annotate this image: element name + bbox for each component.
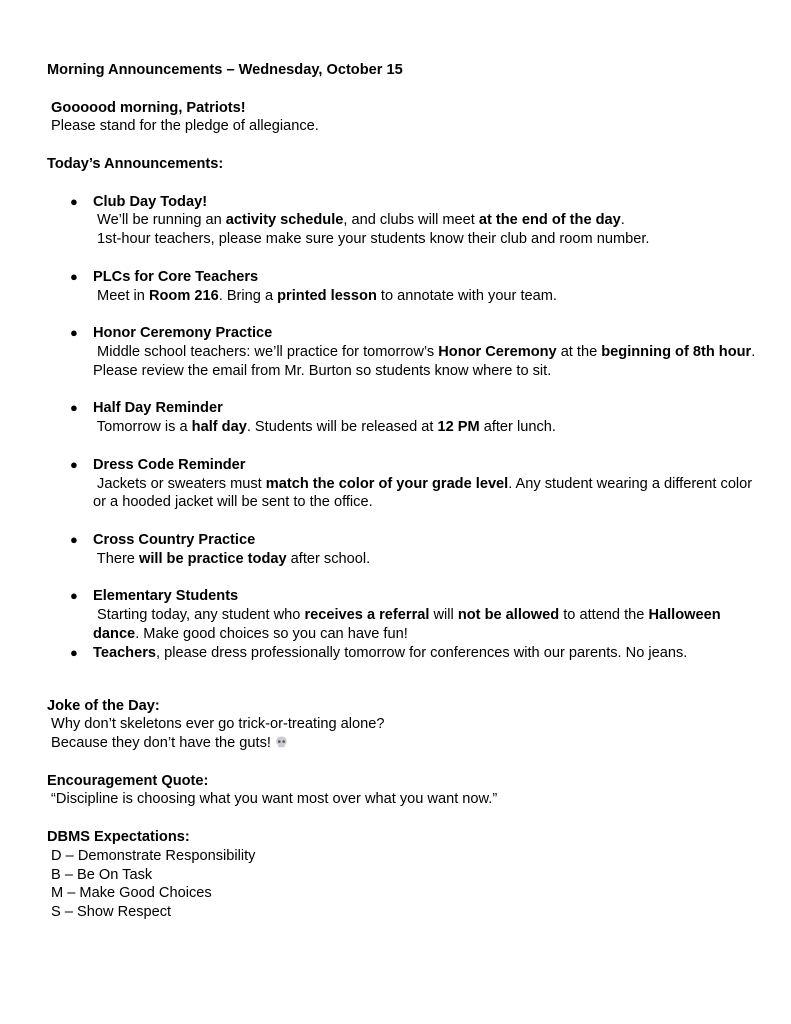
- announcement-title: Dress Code Reminder: [93, 456, 246, 473]
- announcement-line: [93, 362, 767, 381]
- announcement-title: Elementary Students: [93, 588, 239, 605]
- bullet-icon: ●: [70, 268, 78, 284]
- text-segment: Middle school teachers: we’ll practice for tomorrow’s: [93, 343, 439, 360]
- text-segment: after lunch.: [479, 419, 556, 436]
- announcement-item: [47, 324, 767, 380]
- emphasis-text: at the end of the day: [478, 212, 621, 229]
- bullet-icon: ●: [70, 400, 78, 416]
- greeting: Goooood morning, Patriots!: [47, 99, 246, 116]
- emphasis-text: receives a referral: [304, 607, 430, 624]
- expectation-item: S – Show Respect: [47, 904, 172, 921]
- joke-answer: Because they don’t have the guts!: [47, 735, 275, 752]
- announcement-line: [93, 625, 767, 644]
- text-segment: . Students will be released at: [246, 419, 438, 436]
- emphasis-text: dance: [93, 625, 136, 642]
- document: [47, 61, 767, 922]
- text-segment: , and clubs will meet: [343, 212, 479, 229]
- text-segment: Tomorrow is a: [93, 419, 192, 436]
- bullet-icon: ●: [70, 588, 78, 604]
- expectation-item: M – Make Good Choices: [47, 885, 212, 902]
- text-segment: Meet in: [93, 287, 149, 304]
- announcement-line: [93, 644, 767, 663]
- text-segment: after school.: [286, 550, 371, 567]
- text-segment: at the: [556, 343, 602, 360]
- announcement-line: [93, 475, 767, 494]
- text-segment: or a hooded jacket will be sent to the office.: [93, 494, 373, 511]
- announcement-item: [47, 456, 767, 512]
- announcement-line: [93, 418, 767, 437]
- emphasis-text: Room 216: [148, 287, 219, 304]
- text-segment: . Make good choices so you can have fun!: [135, 625, 408, 642]
- emphasis-text: Halloween: [648, 607, 721, 624]
- emphasis-text: 12 PM: [437, 419, 480, 436]
- announcement-item: [47, 399, 767, 437]
- announcement-item: [47, 268, 767, 306]
- emphasis-text: Honor Ceremony: [438, 343, 557, 360]
- skull-icon: [275, 736, 288, 748]
- bullet-icon: ●: [70, 456, 78, 472]
- emphasis-text: beginning of 8th hour: [601, 343, 752, 360]
- emphasis-text: not be allowed: [457, 607, 560, 624]
- bullet-icon: ●: [70, 531, 78, 547]
- quote-heading: Encouragement Quote:: [47, 772, 209, 789]
- expectations-heading: DBMS Expectations:: [47, 829, 190, 846]
- joke-question: Why don’t skeletons ever go trick-or-treating alone?: [47, 716, 385, 733]
- joke-heading: Joke of the Day:: [47, 697, 160, 714]
- announcement-item: [47, 587, 767, 643]
- announcement-title: PLCs for Core Teachers: [93, 268, 259, 285]
- announcements-heading: Today’s Announcements:: [47, 155, 224, 172]
- announcement-line: [93, 287, 767, 306]
- emphasis-text: Teachers: [93, 644, 157, 661]
- announcement-line: [93, 606, 767, 625]
- document-title: Morning Announcements – Wednesday, October 15: [47, 62, 403, 78]
- text-segment: will: [429, 607, 458, 624]
- announcement-title: Cross Country Practice: [93, 531, 256, 548]
- quote-text: “Discipline is choosing what you want most over what you want now.”: [47, 791, 498, 808]
- announcement-item: [47, 531, 767, 569]
- announcement-line: [93, 230, 767, 249]
- text-segment: to annotate with your team.: [376, 287, 557, 304]
- announcement-item: [47, 193, 767, 249]
- announcement-line: [93, 343, 767, 362]
- text-segment: 1st-hour teachers, please make sure your students know their club and room number.: [93, 231, 650, 248]
- bullet-icon: ●: [70, 644, 78, 660]
- text-segment: .: [751, 343, 756, 360]
- text-segment: . Bring a: [218, 287, 278, 304]
- text-segment: There: [93, 550, 139, 567]
- text-segment: to attend the: [559, 607, 649, 624]
- text-segment: . Any student wearing a different color: [508, 475, 753, 492]
- announcement-line: [93, 211, 767, 230]
- expectation-item: B – Be On Task: [47, 866, 153, 883]
- announcement-title: Honor Ceremony Practice: [93, 325, 273, 342]
- text-segment: Starting today, any student who: [93, 607, 305, 624]
- announcement-line: [93, 550, 767, 569]
- emphasis-text: printed lesson: [277, 287, 377, 304]
- text-segment: Jackets or sweaters must: [93, 475, 266, 492]
- bullet-icon: ●: [70, 325, 78, 341]
- emphasis-text: will be practice today: [138, 550, 287, 567]
- text-segment: Please review the email from Mr. Burton so students know where to sit.: [93, 362, 552, 379]
- joke-answer-line: [47, 734, 767, 753]
- text-segment: We’ll be running an: [93, 212, 226, 229]
- announcement-title: Half Day Reminder: [93, 400, 223, 417]
- announcement-item: [47, 644, 767, 663]
- text-segment: , please dress professionally tomorrow for conferences with our parents. No jeans.: [156, 644, 688, 661]
- announcement-title: Club Day Today!: [93, 193, 208, 210]
- emphasis-text: half day: [191, 419, 247, 436]
- text-segment: .: [620, 212, 625, 229]
- announcements-list: [47, 193, 767, 663]
- pledge-line: Please stand for the pledge of allegiance.: [47, 118, 319, 135]
- emphasis-text: match the color of your grade level: [265, 475, 509, 492]
- emphasis-text: activity schedule: [225, 212, 344, 229]
- announcement-line: [93, 493, 767, 512]
- bullet-icon: ●: [70, 193, 78, 209]
- expectation-item: D – Demonstrate Responsibility: [47, 847, 256, 864]
